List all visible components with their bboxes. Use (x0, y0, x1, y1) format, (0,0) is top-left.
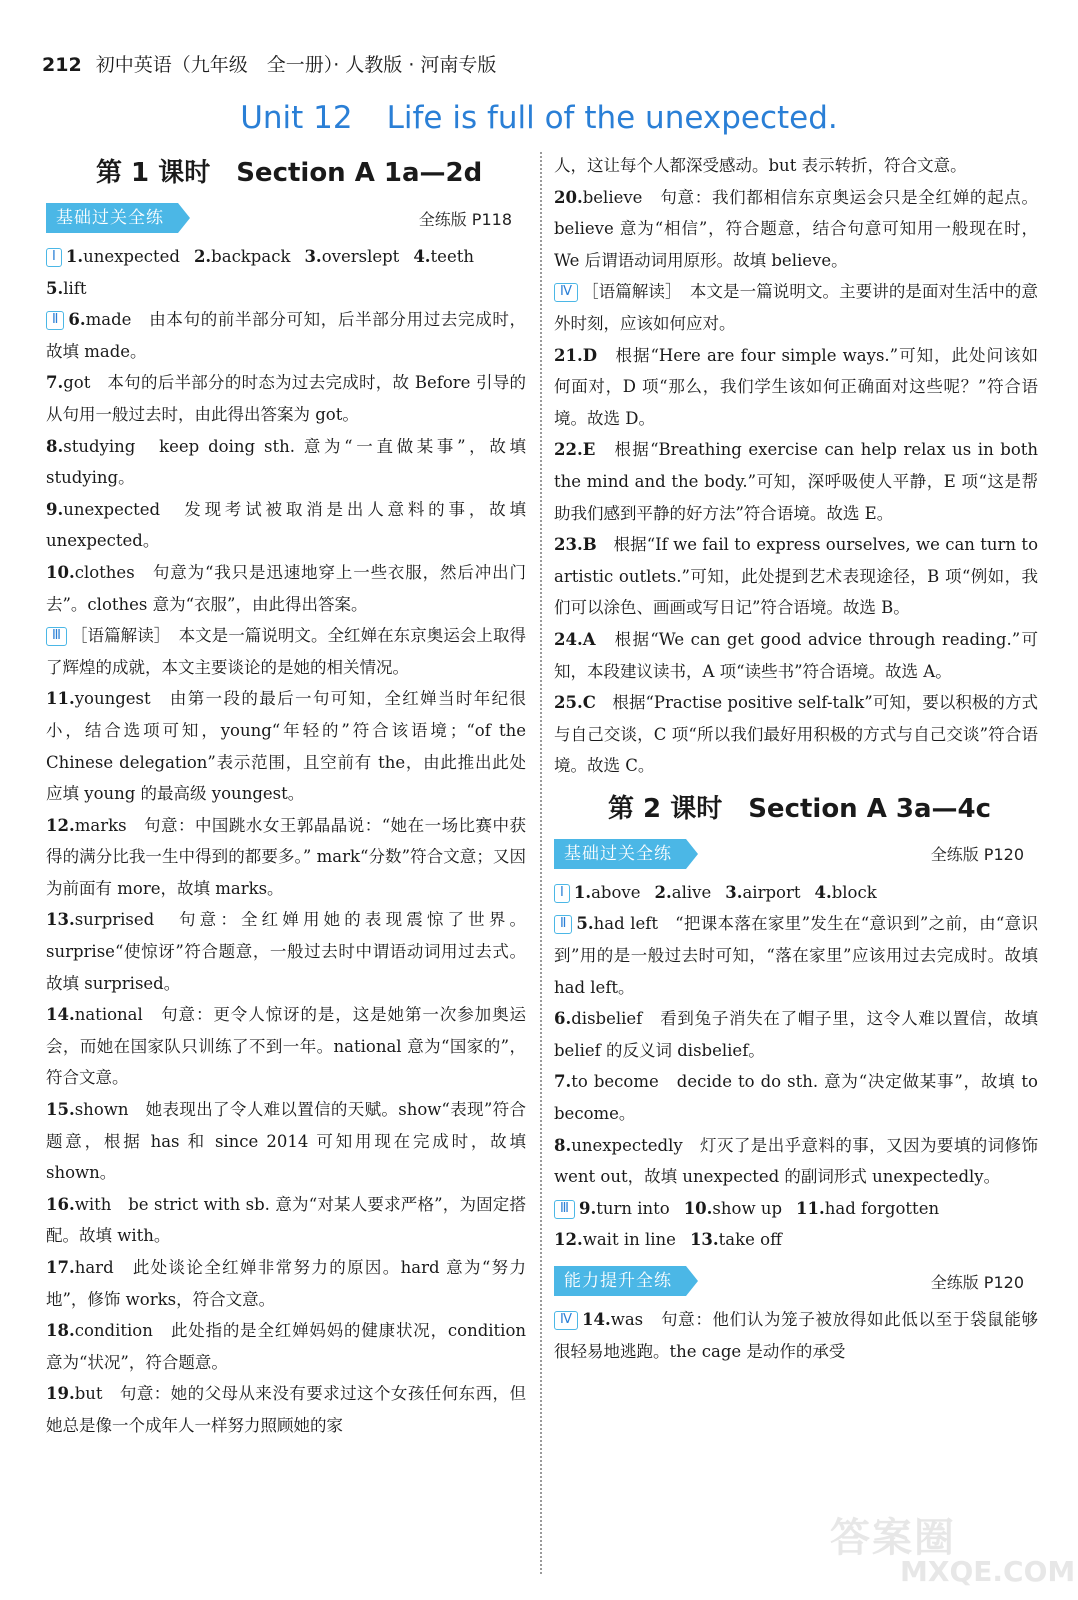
answer-number: 8. (554, 1135, 572, 1155)
answer-number: 14. (46, 1005, 75, 1025)
answer-continuation: 人，这让每个人都深受感动。but 表示转折，符合文意。 (554, 156, 967, 175)
lesson-2-title (608, 788, 1038, 825)
answer-entry (46, 1189, 526, 1252)
answer-entry (554, 908, 1038, 1003)
answer-text: condition 此处指的是全红婵妈妈的健康状况，condition 意为“状况”，符合题意。 (46, 1321, 526, 1372)
answer-number: 12. (46, 815, 75, 835)
basic-practice-badge: 基础过关全练 (554, 839, 686, 869)
answer-text: with be strict with sb. 意为“对某人要求严格”，为固定搭配。故填 with。 (46, 1194, 526, 1246)
answer-letter: B (582, 535, 597, 555)
book-title: 初中英语（九年级 全一册）· 人教版 · 河南专版 (95, 54, 497, 76)
answer-text: was 句意：他们认为笼子被放得如此低以至于袋鼠能够很轻易地逃跑。the cage 是动作的承受 (554, 1310, 1038, 1361)
answer-text: airport (742, 882, 801, 902)
answer-text: national 句意：更令人惊讶的是，这是她第一次参加奥运会，而她在国家队只训练了不到一年。national 意为“国家的”，符合文意。 (46, 1005, 526, 1088)
answer-text: turn into (596, 1198, 670, 1218)
answer-text: 根据“Practise positive self-talk”可知，要以积极的方式与自己交谈，C 项“所以我们最好用积极的方式与自己交谈”符合语境。故选 C。 (554, 693, 1038, 776)
answer-number: 2. (193, 247, 212, 266)
answer-text: take off (718, 1230, 782, 1250)
answer-text: hard 此处谈论全红婵非常努力的原因。hard 意为“努力地”，修饰 works，符合文意。 (46, 1258, 526, 1309)
section-header-basic (554, 837, 1038, 871)
answer-text: believe 句意：我们都相信东京奥运会只是全红婵的起点。believe 意为“相信”，符合题意，结合句意可知用一般现在时，We 后谓语动词用原形。故填 believe。 (554, 187, 1038, 270)
right-column (554, 150, 1038, 1367)
answer-number: 1. (65, 247, 84, 266)
answer-entry (554, 1193, 1038, 1225)
answer-entry (46, 1378, 526, 1441)
answer-number: 16. (46, 1194, 75, 1214)
answer-text: but 句意：她的父母从来没有要求过这个女孩任何东西，但她总是像一个成年人一样努力照顾她的家 (46, 1384, 526, 1435)
answer-entry (554, 182, 1038, 277)
answer-entry (46, 1094, 526, 1189)
answer-text: show up (712, 1198, 783, 1218)
answer-number: 7. (46, 373, 64, 393)
column-divider (540, 152, 542, 1574)
answer-entry (554, 434, 1038, 529)
answer-text: to become decide to do sth. 意为“决定做某事”，故填 to become。 (554, 1072, 1038, 1124)
answer-text: block (831, 882, 877, 902)
section-number-icon: Ⅱ (554, 915, 572, 934)
page-header (42, 50, 496, 77)
section-header-basic (46, 201, 526, 235)
answer-text: 根据“Breathing exercise can help relax us in both the mind and the body.”可知，深呼吸使人平静，E 项“这是帮助我们感到平静的好方法”符合语境。故选 E。 (554, 440, 1039, 523)
lesson-1-title-cn: 第 1 课时 (96, 158, 211, 188)
answer-text: studying keep doing sth. 意为“一直做某事”，故填 studying。 (46, 436, 526, 488)
answer-number: 2. (654, 882, 672, 902)
watermark-url: MXQE.COM (900, 1555, 1076, 1588)
ability-practice-badge: 能力提升全练 (554, 1266, 686, 1296)
answer-entry (554, 624, 1038, 687)
answer-text: youngest 由第一段的最后一句可知，全红婵当时年纪很小，结合选项可知，young“年轻的”符合该语境；“of the Chinese delegation”表示范围，且空前有 the，由此推出此处应填 young 的最高级 youngest。 (46, 689, 526, 804)
answer-entry (46, 304, 526, 367)
answer-number: 10. (46, 562, 75, 582)
lesson-1-title-en: Section A 1a—2d (236, 158, 483, 188)
section-number-icon: Ⅳ (554, 283, 578, 302)
answer-text: lift (63, 278, 87, 298)
left-column (46, 150, 526, 1442)
answer-text: overslept (321, 247, 400, 266)
answer-number: 1. (573, 882, 592, 902)
answer-entry (46, 273, 526, 305)
answer-number: 4. (814, 882, 832, 902)
answer-entry (554, 1304, 1038, 1367)
answer-text: 根据“We can get good advice through reading.”可知，本段建议读书，A 项“读些书”符合语境。故选 A。 (554, 629, 1038, 681)
answer-number: 12. (554, 1230, 583, 1250)
unit-title (0, 100, 1078, 136)
answer-number: 20. (554, 187, 583, 207)
answer-entry (46, 241, 526, 273)
section-header-ability (554, 1264, 1038, 1298)
answer-entry (46, 1252, 526, 1315)
answer-entry (46, 999, 526, 1094)
answer-text: marks 句意：中国跳水女王郭晶晶说：“她在一场比赛中获得的满分比我一生中得到的都要多。” mark“分数”符合文意；又因为前面有 more，故填 marks。 (46, 815, 526, 898)
answer-text: unexpectedly 灯灭了是出乎意料的事，又因为要填的词修饰 went out，故填 unexpected 的副词形式 unexpectedly。 (554, 1135, 1038, 1187)
answer-text: had forgotten (824, 1198, 940, 1218)
answer-number: 25. (554, 693, 583, 713)
answer-text: disbelief 看到兔子消失在了帽子里，这令人难以置信，故填 belief 的反义词 disbelief。 (554, 1009, 1038, 1060)
section-number-icon: Ⅱ (46, 311, 64, 330)
answer-text: 根据“Here are four simple ways.”可知，此处问该如何面对，D 项“那么，我们学生该如何正确面对这些呢？”符合语境。故选 D。 (554, 345, 1038, 428)
answer-number: 6. (554, 1009, 572, 1029)
answer-entry (46, 1315, 526, 1378)
answer-number: 3. (304, 247, 322, 266)
answer-entry (554, 1224, 1038, 1256)
section-number-icon: Ⅳ (554, 1311, 578, 1330)
answer-text: backpack (211, 247, 291, 266)
lesson-1-title (96, 152, 526, 189)
answer-number: 23. (554, 535, 583, 555)
watermark-logo: 答案圈 (830, 1515, 956, 1561)
answer-number: 19. (46, 1384, 75, 1404)
lesson-2-title-en: Section A 3a—4c (748, 793, 992, 824)
answer-number: 15. (46, 1100, 75, 1120)
summary-text: ［语篇解读］ 本文是一篇说明文。全红婵在东京奥运会上取得了辉煌的成就，本文主要谈论的是她的相关情况。 (46, 626, 526, 677)
answer-letter: C (582, 693, 596, 713)
answer-text: alive (671, 882, 712, 902)
answer-number: 11. (796, 1198, 825, 1218)
answer-text: had left “把课本落在家里”发生在“意识到”之前，由“意识到”用的是一般过去时可知，“落在家里”应该用过去完成时。故填 had left。 (554, 914, 1038, 997)
basic-practice-badge: 基础过关全练 (46, 203, 178, 233)
passage-summary (46, 620, 526, 683)
answer-text: made 由本句的前半部分可知，后半部分用过去完成时，故填 made。 (46, 310, 526, 361)
answer-number: 13. (689, 1230, 719, 1250)
unit-code: Unit 12 (240, 100, 353, 136)
answer-number: 5. (46, 278, 64, 298)
section-number-icon: Ⅰ (46, 248, 62, 267)
section-number-icon: Ⅲ (46, 627, 67, 646)
answer-letter: D (582, 345, 598, 365)
answer-letter: A (582, 629, 596, 649)
answer-text: got 本句的后半部分的时态为过去完成时，故 Before 引导的从句用一般过去时，由此得出答案为 got。 (46, 373, 526, 424)
page-reference: 全练版 P118 (418, 209, 512, 229)
answer-text: shown 她表现出了令人难以置信的天赋。show“表现”符合题意，根据 has 和 since 2014 可知用现在完成时，故填 shown。 (46, 1100, 526, 1183)
answer-number: 9. (46, 499, 64, 519)
answer-entry (554, 1066, 1038, 1129)
answer-text: 根据“If we fail to express ourselves, we can turn to artistic outlets.”可知，此处提到艺术表现途径，B 项“例如，我们可以涂色、画画或写日记”符合语境。故选 B。 (554, 535, 1038, 618)
answer-text: wait in line (582, 1230, 676, 1250)
answer-entry (554, 1003, 1038, 1066)
page-reference: 全练版 P120 (930, 1272, 1024, 1292)
answer-number: 8. (46, 436, 64, 456)
answer-text: surprised 句意：全红婵用她的表现震惊了世界。surprise“使惊讶”符合题意，一般过去时中谓语动词用过去式。故填 surprised。 (46, 910, 526, 993)
answer-entry (46, 431, 526, 494)
answer-entry (554, 687, 1038, 782)
answer-entry (554, 340, 1038, 435)
answer-number: 6. (68, 310, 86, 330)
answer-number: 13. (46, 910, 75, 930)
answer-number: 24. (554, 629, 583, 649)
answer-text: teeth (430, 247, 474, 266)
answer-text: clothes 句意为“我只是迅速地穿上一些衣服，然后冲出门去”。clothes 意为“衣服”，由此得出答案。 (46, 562, 526, 614)
answer-number: 14. (582, 1310, 611, 1329)
answer-number: 9. (578, 1198, 597, 1218)
page-reference: 全练版 P120 (930, 845, 1024, 865)
page-number: 212 (42, 54, 82, 76)
summary-text: ［语篇解读］ 本文是一篇说明文。主要讲的是面对生活中的意外时刻，应该如何应对。 (554, 282, 1038, 333)
unit-name: Life is full of the unexpected. (386, 100, 838, 136)
answer-number: 4. (413, 247, 431, 266)
answer-number: 10. (683, 1198, 713, 1218)
answer-entry (554, 529, 1038, 624)
answer-text: above (591, 882, 641, 902)
answer-letter: E (582, 440, 596, 460)
answer-number: 18. (46, 1321, 75, 1341)
answer-entry (554, 877, 1038, 909)
answer-number: 3. (725, 882, 743, 902)
answer-entry (46, 557, 526, 620)
answer-text: unexpected 发现考试被取消是出人意料的事，故填 unexpected。 (46, 499, 526, 551)
answer-number: 17. (46, 1258, 75, 1277)
answer-number: 7. (554, 1072, 572, 1092)
answer-number: 22. (554, 440, 583, 460)
passage-summary (554, 276, 1038, 339)
answer-number: 5. (576, 914, 594, 934)
section-number-icon: Ⅲ (554, 1200, 575, 1219)
answer-entry (46, 810, 526, 905)
answer-text: unexpected (83, 247, 180, 266)
lesson-2-title-cn: 第 2 课时 (608, 793, 723, 824)
answer-entry (46, 904, 526, 999)
answer-number: 11. (46, 689, 75, 709)
section-number-icon: Ⅰ (554, 884, 570, 903)
answer-number: 21. (554, 345, 583, 365)
answer-entry (46, 683, 526, 809)
answer-entry (554, 1130, 1038, 1193)
answer-entry (46, 494, 526, 557)
answer-entry (46, 367, 526, 430)
